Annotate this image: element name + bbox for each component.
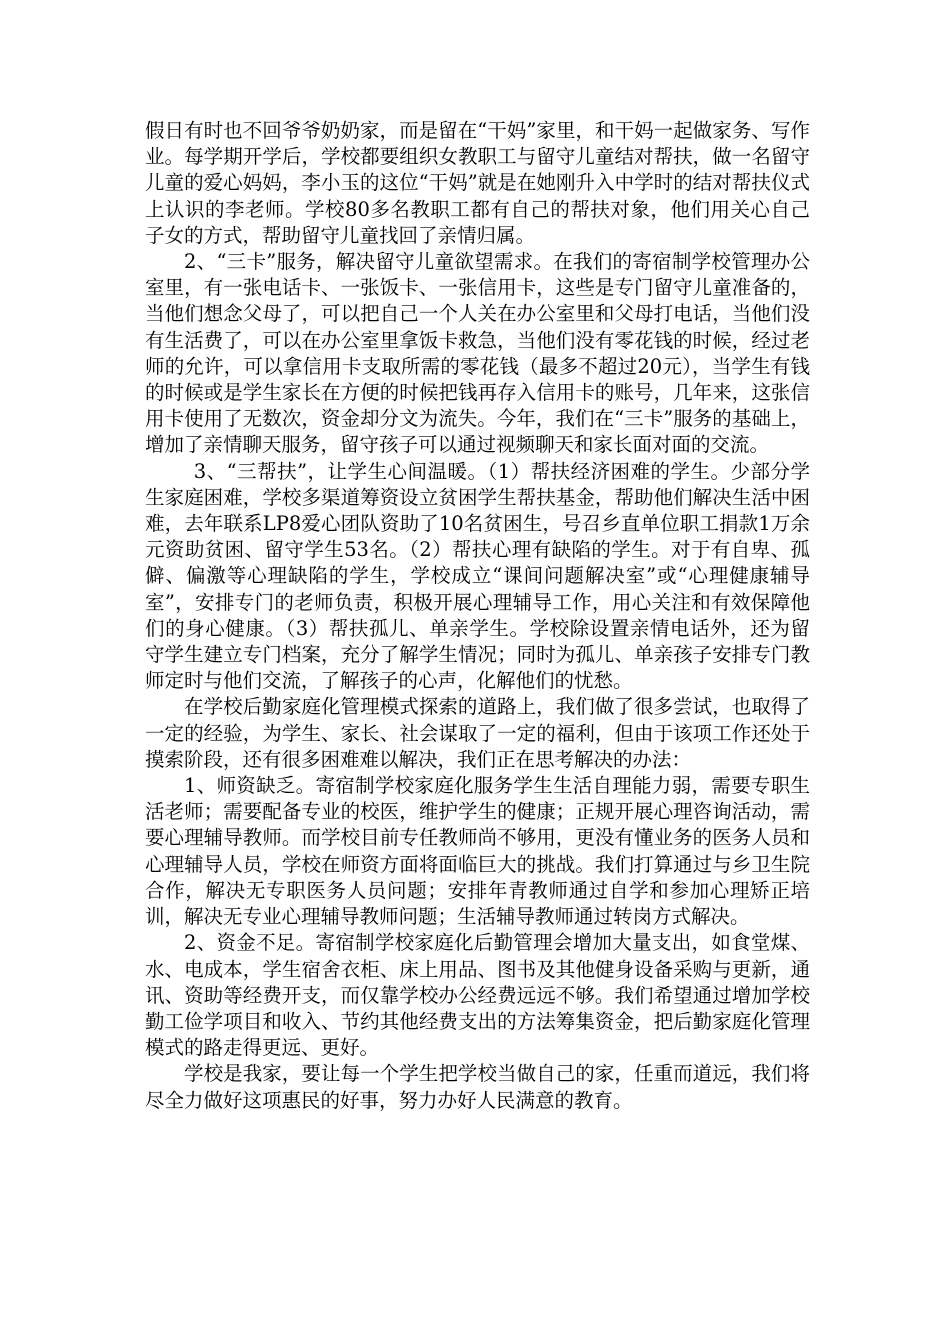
paragraph-funding-shortage: 2、资金不足。寄宿制学校家庭化后勤管理会增加大量支出，如食堂煤、水、电成本，学生宿舍衣柜、床上用品、图书及其他健身设备采购与更新，通讯、资助等经费开支，而仅靠学校办公经费远远不够。我们希望通过增加学校勤工俭学项目和收入、节约其他经费支出的方法筹集资金，把后勤家庭化管理模式的路走得更远、更好。 [145,931,810,1060]
paragraph-three-cards: 2、“三卡”服务，解决留守儿童欲望需求。在我们的寄宿制学校管理办公室里，有一张电话卡、一张饭卡、一张信用卡，这些是专门留守儿童准备的，当他们想念父母了，可以把自己一个人关在办公室里和父母打电话，当他们没有生活费了，可以在办公室里拿饭卡救急，当他们没有零花钱的时候，经过老师的允许，可以拿信用卡支取所需的零花钱（最多不超过20元），当学生有钱的时候或是学生家长在方便的时候把钱再存入信用卡的账号，几年来，这张信用卡使用了无数次，资金却分文为流失。今年，我们在“三卡”服务的基础上，增加了亲情聊天服务，留守孩子可以通过视频聊天和家长面对面的交流。 [145,250,810,457]
paragraph-exploration: 在学校后勤家庭化管理模式探索的道路上，我们做了很多尝试，也取得了一定的经验，为学生、家长、社会谋取了一定的福利，但由于该项工作还处于摸索阶段，还有很多困难难以解决，我们正在思考解决的办法： [145,695,810,771]
paragraph-teacher-shortage: 1、师资缺乏。寄宿制学校家庭化服务学生生活自理能力弱，需要专职生活老师；需要配备专业的校医，维护学生的健康；正规开展心理咨询活动，需要心理辅导教师。而学校目前专任教师尚不够用，更没有懂业务的医务人员和心理辅导人员，学校在师资方面将面临巨大的挑战。我们打算通过与乡卫生院合作，解决无专职医务人员问题；安排年青教师通过自学和参加心理矫正培训，解决无专业心理辅导教师问题；生活辅导教师通过转岗方式解决。 [145,774,810,929]
paragraph-conclusion: 学校是我家，要让每一个学生把学校当做自己的家，任重而道远，我们将尽全力做好这项惠民的好事，努力办好人民满意的教育。 [145,1062,810,1112]
paragraph-continuation: 假日有时也不回爷爷奶奶家，而是留在“干妈”家里，和干妈一起做家务、写作业。每学期开学后，学校都要组织女教职工与留守儿童结对帮扶，做一名留守儿童的爱心妈妈，李小玉的这位“干妈”就是在她刚升入中学时的结对帮扶仪式上认识的李老师。学校80多名教职工都有自己的帮扶对象，他们用关心自己子女的方式，帮助留守儿童找回了亲情归属。 [145,119,810,247]
document-body [145,118,810,1114]
paragraph-three-supports: 3、“三帮扶”，让学生心间温暖。（1）帮扶经济困难的学生。少部分学生家庭困难，学校多渠道筹资设立贫困学生帮扶基金，帮助他们解决生活中困难，去年联系LP8爱心团队资助了10名贫困生，号召乡直单位职工捐款1万余元资助贫困、留守学生53名。（2）帮扶心理有缺陷的学生。对于有自卑、孤僻、偏激等心理缺陷的学生，学校成立“课间问题解决室”或“心理健康辅导室”，安排专门的老师负责，积极开展心理辅导工作，用心关注和有效保障他们的身心健康。（3）帮扶孤儿、单亲学生。学校除设置亲情电话外，还为留守学生建立专门档案，充分了解学生情况；同时为孤儿、单亲孩子安排专门教师定时与他们交流，了解孩子的心声，化解他们的忧愁。 [145,459,810,693]
